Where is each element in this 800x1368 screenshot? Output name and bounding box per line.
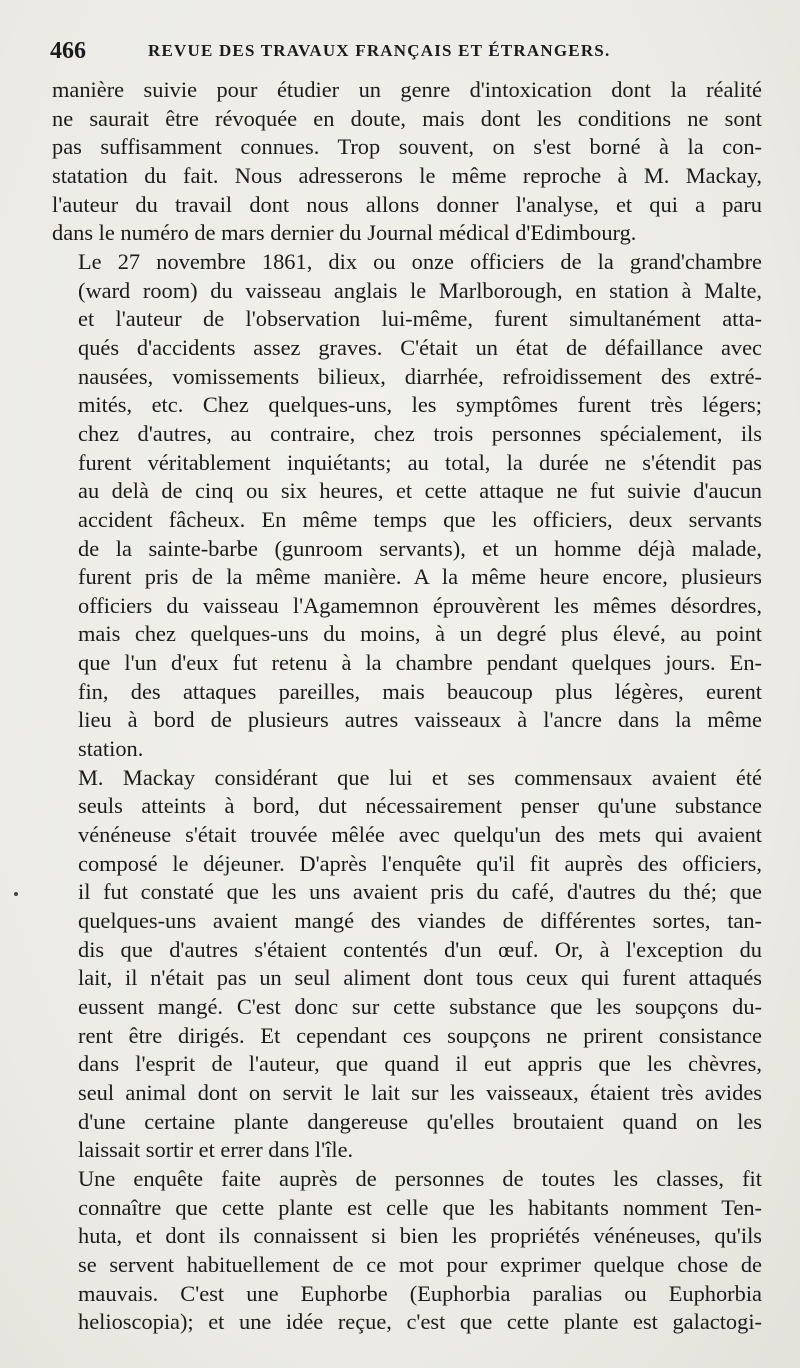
page-number: 466 — [50, 38, 86, 64]
text-line: quelques-uns avaient mangé des viandes de différentes sortes, tan- — [78, 908, 762, 934]
text-line: dans l'esprit de l'auteur, que quand il eut appris que les chèvres, — [78, 1051, 762, 1077]
text-line: furent véritablement inquiétants; au total, la durée ne s'étendit pas — [78, 449, 762, 475]
text-line: ne saurait être révoquée en doute, mais dont les conditions ne sont — [52, 105, 762, 131]
text-line: de la sainte-barbe (gunroom servants), et un homme déjà malade, — [78, 535, 762, 561]
paragraph-3 — [52, 764, 762, 1165]
text-line: dis que d'autres s'étaient contentés d'un œuf. Or, à l'exception du — [78, 936, 762, 962]
text-line: seuls atteints à bord, dut nécessairement penser qu'une substance — [78, 793, 762, 819]
running-title: REVUE DES TRAVAUX FRANÇAIS ET ÉTRANGERS. — [148, 41, 611, 60]
paragraph-2 — [52, 248, 762, 764]
text-line: nausées, vomissements bilieux, diarrhée, refroidissement des extré- — [78, 363, 762, 389]
text-line: huta, et dont ils connaissent si bien les propriétés vénéneuses, qu'ils — [78, 1223, 762, 1249]
text-line: pas suffisamment connues. Trop souvent, on s'est borné à la con- — [52, 134, 762, 160]
text-line: accident fâcheux. En même temps que les officiers, deux servants — [78, 506, 762, 532]
text-line: station. — [78, 736, 144, 762]
text-line: au delà de cinq ou six heures, et cette attaque ne fut suivie d'aucun — [78, 478, 762, 504]
body-text — [52, 76, 762, 1337]
margin-dot — [14, 892, 18, 896]
text-line: chez d'autres, au contraire, chez trois personnes spécialement, ils — [78, 420, 762, 446]
text-line: et l'auteur de l'observation lui-même, furent simultanément atta- — [78, 306, 762, 332]
text-line: connaître que cette plante est celle que les habitants nomment Ten- — [78, 1194, 762, 1220]
text-line: eussent mangé. C'est donc sur cette substance que les soupçons du- — [78, 994, 762, 1019]
text-line: officiers du vaisseau l'Agamemnon éprouvèrent les mêmes désordres, — [78, 592, 762, 618]
text-line: mités, etc. Chez quelques-uns, les symptômes furent très légers; — [78, 392, 762, 418]
text-line: rent être dirigés. Et cependant ces soupçons ne prirent consistance — [78, 1022, 762, 1048]
text-line: mais chez quelques-uns du moins, à un degré plus élevé, au point — [78, 621, 762, 647]
text-line: se servent habituellement de ce mot pour exprimer quelque chose de — [78, 1251, 762, 1277]
text-line: que l'un d'eux fut retenu à la chambre pendant quelques jours. En- — [78, 650, 762, 676]
text-line: lait, il n'était pas un seul aliment dont tous ceux qui furent attaqués — [78, 965, 762, 991]
text-line: qués d'accidents assez graves. C'était un état de défaillance avec — [78, 334, 762, 360]
page-header — [50, 32, 770, 68]
text-line: statation du fait. Nous adresserons le même reproche à M. Mackay, — [52, 162, 762, 188]
text-line: vénéneuse s'était trouvée mêlée avec quelqu'un des mets qui avaient — [78, 822, 762, 848]
paragraph-1 — [52, 76, 762, 248]
text-line: dans le numéro de mars dernier du Journal médical d'Edimbourg. — [52, 220, 637, 246]
text-line: d'une certaine plante dangereuse qu'elles broutaient quand on les — [78, 1108, 762, 1134]
text-line: Le 27 novembre 1861, dix ou onze officiers de la grand'chambre — [78, 248, 762, 274]
text-line: l'auteur du travail dont nous allons donner l'analyse, et qui a paru — [52, 191, 762, 217]
text-line: furent pris de la même manière. A la même heure encore, plusieurs — [78, 564, 762, 590]
text-line: M. Mackay considérant que lui et ses commensaux avaient été — [78, 764, 762, 790]
text-line: (ward room) du vaisseau anglais le Marlborough, en station à Malte, — [78, 277, 762, 303]
text-line: laissait sortir et errer dans l'île. — [78, 1137, 354, 1163]
text-line: composé le déjeuner. D'après l'enquête qu'il fit auprès des officiers, — [78, 850, 762, 876]
text-line: helioscopia); et une idée reçue, c'est que cette plante est galactogi- — [78, 1309, 762, 1335]
text-line: manière suivie pour étudier un genre d'intoxication dont la réalité — [52, 77, 762, 102]
text-line: Une enquête faite auprès de personnes de toutes les classes, fit — [78, 1165, 762, 1191]
text-line: seul animal dont on servit le lait sur les vaisseaux, étaient très avides — [78, 1079, 762, 1105]
paragraph-4 — [52, 1165, 762, 1337]
text-line: fin, des attaques pareilles, mais beaucoup plus légères, eurent — [78, 678, 762, 704]
text-line: mauvais. C'est une Euphorbe (Euphorbia paralias ou Euphorbia — [78, 1280, 762, 1306]
text-line: lieu à bord de plusieurs autres vaisseaux à l'ancre dans la même — [78, 707, 762, 733]
text-line: il fut constaté que les uns avaient pris du café, d'autres du thé; que — [78, 879, 762, 905]
